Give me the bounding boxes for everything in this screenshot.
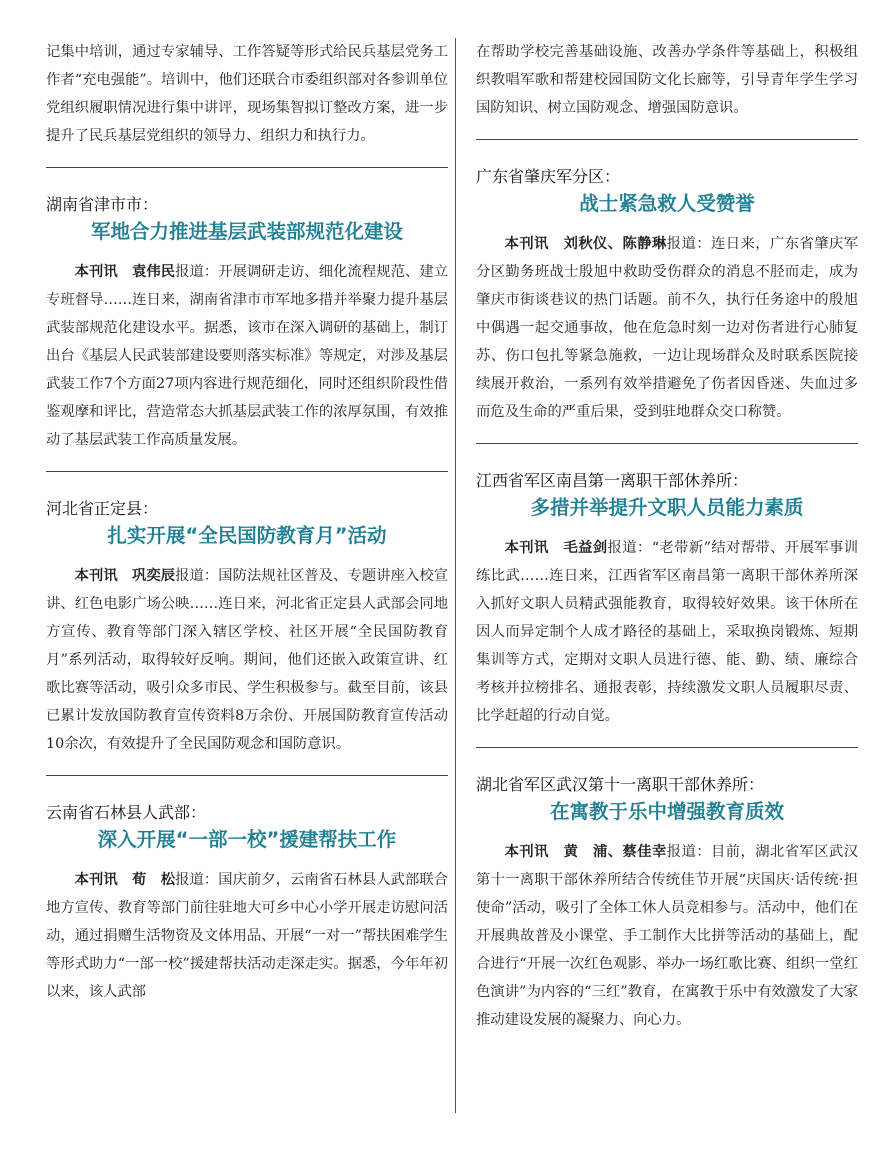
article-region: 江西省军区南昌第一离职干部休养所： — [476, 471, 749, 490]
article-body — [476, 230, 858, 426]
article-byline: 本刊讯 荀 松 — [74, 872, 176, 888]
article-text: 报道：国防法规社区普及、专题讲座入校宣讲、红色电影广场公映……连日来，河北省正定县人武部会同地方宣传、教育等部门深入辖区学校、社区开展“全民国防教育月”系列活动，取得较好反响。期间，他们还嵌入政策宣讲、红歌比赛等活动，吸引众多市民、学生积极参与。截至目前，该县已累计发放国防教育宣传资料8万余份、开展国防教育宣传活动10余次，有效提升了全民国防观念和国防意识。 — [46, 568, 449, 752]
article-zhengding — [46, 498, 448, 758]
left-column — [46, 0, 448, 1006]
article-text: 报道：开展调研走访、细化流程规范、建立专班督导……连日来，湖南省津市市军地多措并举聚力提升基层武装部规范化建设水平。据悉，该市在深入调研的基础上，制订出台《基层人民武装部建设要则落实标准》等规定，对涉及基层武装工作7个方面27项内容进行规范细化，同时还组织阶段性借鉴观摩和评比，营造常态大抓基层武装工作的浓厚氛围，有效推动了基层武装工作高质量发展。 — [46, 264, 449, 448]
article-region: 湖南省津市市： — [46, 195, 159, 214]
section-rule — [46, 167, 448, 168]
article-body — [476, 838, 858, 1034]
section-rule — [476, 747, 858, 748]
article-body — [46, 258, 448, 454]
article-body — [476, 534, 858, 730]
article-headline: 军地合力推进基层武装部规范化建设 — [90, 220, 403, 243]
right-intro-text: 在帮助学校完善基础设施、改善办学条件等基础上，积极组织教唱军歌和帮建校园国防文化长廊等，引导青年学生学习国防知识、树立国防观念、增强国防意识。 — [476, 44, 858, 116]
article-text: 报道：国庆前夕，云南省石林县人武部联合地方宣传、教育等部门前往驻地大可乡中心小学开展走访慰问活动，通过捐赠生活物资及文体用品、开展“一对一”帮扶困难学生等形式助力“一部一校”援建帮扶活动走深走实。据悉，今年年初以来，该人武部 — [46, 872, 449, 1000]
article-byline: 本刊讯 黄 浦、蔡佳幸 — [504, 844, 667, 860]
article-headline: 在寓教于乐中增强教育质效 — [549, 800, 784, 823]
right-column — [476, 0, 858, 1034]
article-headline: 扎实开展“全民国防教育月”活动 — [107, 524, 387, 547]
article-byline: 本刊讯 巩奕辰 — [74, 568, 176, 584]
section-rule — [476, 443, 858, 444]
article-byline: 本刊讯 毛益剑 — [504, 540, 608, 556]
article-headline: 战士紧急救人受赞誉 — [579, 192, 755, 215]
section-rule — [476, 139, 858, 140]
article-zhaoqing — [476, 166, 858, 426]
article-nanchang — [476, 470, 858, 730]
section-rule — [46, 471, 448, 472]
article-body — [46, 562, 448, 758]
article-headline: 深入开展“一部一校”援建帮扶工作 — [97, 828, 397, 851]
article-text: 报道：连日来，广东省肇庆军分区勤务班战士殷旭中救助受伤群众的消息不胫而走，成为肇庆市街谈巷议的热门话题。前不久，执行任务途中的殷旭中偶遇一起交通事故，他在危急时刻一边对伤者进行心肺复苏、伤口包扎等紧急施救，一边让现场群众及时联系医院接续展开救治，一系列有效举措避免了伤者因昏迷、失血过多而危及生命的严重后果，受到驻地群众交口称赞。 — [476, 236, 859, 420]
column-divider — [455, 38, 456, 1113]
section-rule — [46, 775, 448, 776]
article-headline: 多措并举提升文职人员能力素质 — [530, 496, 804, 519]
article-region: 湖北省军区武汉第十一离职干部休养所： — [476, 775, 765, 794]
article-text: 报道：“老带新”结对帮带、开展军事训练比武……连日来，江西省军区南昌第一离职干部休养所深入抓好文职人员精武强能教育，取得较好效果。该干休所在因人而异定制个人成才路径的基础上，采取换岗锻炼、短期集训等方式，定期对文职人员进行德、能、勤、绩、廉综合考核并拉榜排名、通报表彰，持续激发文职人员履职尽责、比学赶超的行动自觉。 — [476, 540, 858, 724]
article-body — [46, 866, 448, 1006]
article-region: 广东省肇庆军分区： — [476, 167, 621, 186]
article-text: 报道：目前，湖北省军区武汉第十一离职干部休养所结合传统佳节开展“庆国庆·话传统·担使命”活动，吸引了全体工休人员竞相参与。活动中，他们在开展典故普及小课堂、手工制作大比拼等活动的基础上，配合进行“开展一次红色观影、举办一场红歌比赛、组织一堂红色演讲”为内容的“三红”教育，在寓教于乐中有效激发了大家推动建设发展的凝聚力、向心力。 — [476, 844, 859, 1028]
article-region: 河北省正定县： — [46, 499, 159, 518]
article-byline: 本刊讯 刘秋仪、陈静琳 — [504, 236, 667, 252]
left-intro-text: 记集中培训，通过专家辅导、工作答疑等形式给民兵基层党务工作者“充电强能”。培训中，他们还联合市委组织部对各参训单位党组织履职情况进行集中讲评，现场集智拟订整改方案，进一步提升了民兵基层党组织的领导力、组织力和执行力。 — [46, 44, 448, 144]
article-shilin — [46, 802, 448, 1006]
article-jinshi — [46, 194, 448, 454]
article-wuhan — [476, 774, 858, 1034]
article-byline: 本刊讯 袁伟民 — [74, 264, 176, 280]
article-region: 云南省石林县人武部： — [46, 803, 207, 822]
